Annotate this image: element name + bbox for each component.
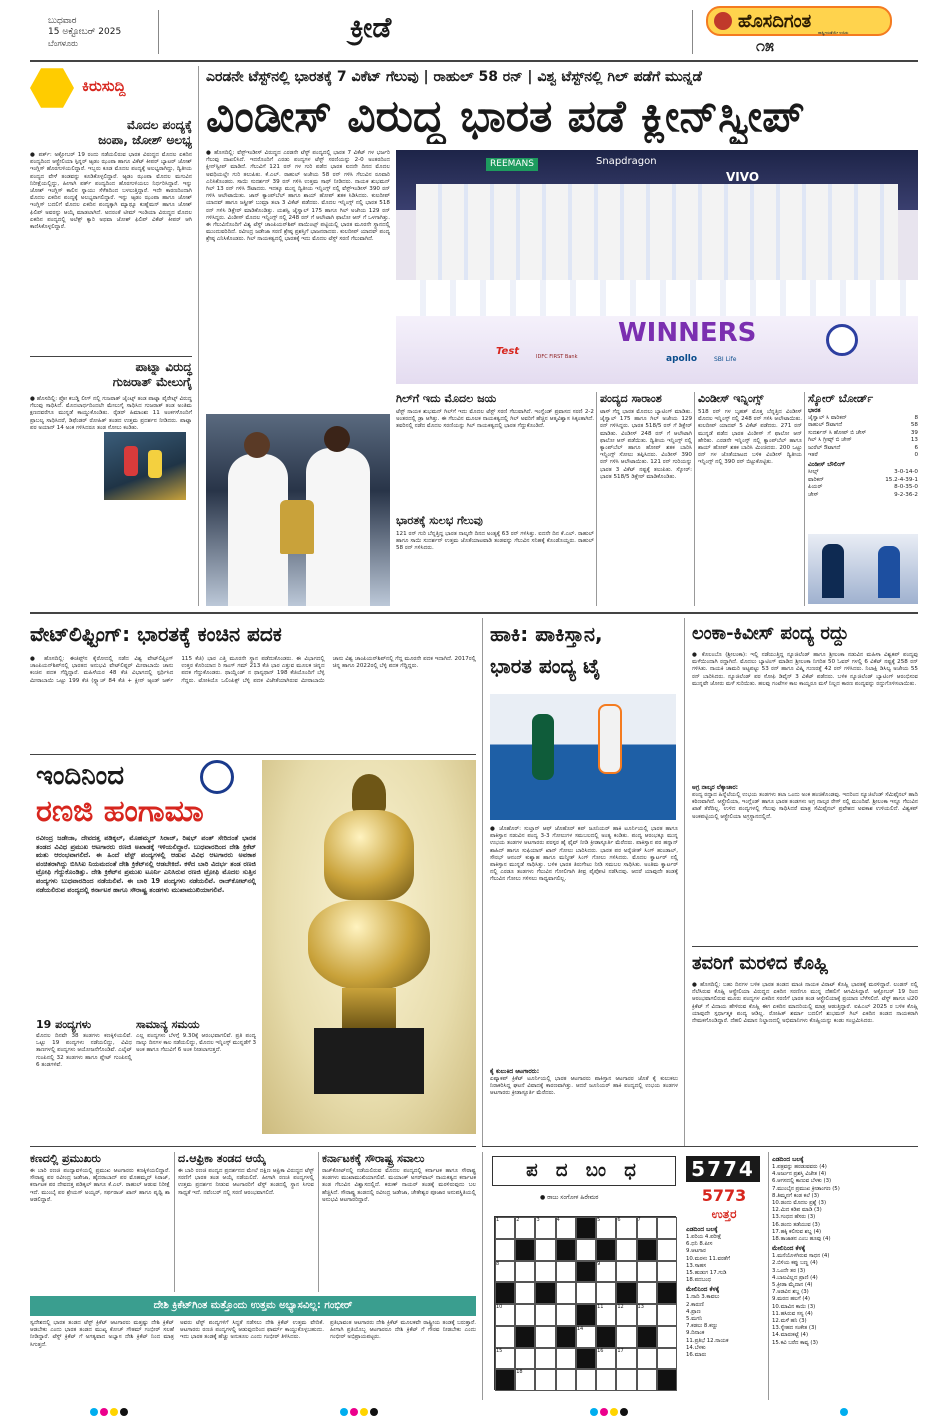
crossword-cell[interactable] bbox=[637, 1369, 657, 1391]
city-label: ಬೆಂಗಳೂರು bbox=[48, 39, 78, 48]
ranji-lead: ರವೀಂದ್ರ ಜಡೇಜಾ, ದೇವದತ್ತ ಪಡಿಕ್ಕಲ್, ಮೊಹಮ್ಮದ್ ಸಿರಾಜ್, ರಿಷಭ್ ಪಂತ್ ಸೇರಿದಂತೆ ಭಾರತ ತಂಡದ ವಿವಿಧ ಪ್ರಮುಖ ಆಟಗಾರರು ರಣಜಿ ಅಖಾಡಕ್ಕೆ ಇಳಿಯಲಿದ್ದಾರೆ. ಬುಧವಾರದಿಂದ ದೇಶಿ ಕ್ರಿಕೆಟ್ ಋತು ಆರಂಭವಾಗಲಿದೆ. ಈ ಹಿಂದೆ ಟೆಸ್ಟ್ ಪಂದ್ಯಗಳಲ್ಲಿ ಆಡುವ ವಿವಿಧ ಆಟಗಾರರು ಅವಕಾಶ ವಂಚಿತರಾಗಿದ್ದು ಬಿಸಿಸಿಐ ನಿಯಮದಂತೆ ದೇಶಿ ಕ್ರಿಕೆಟ್‌ನಲ್ಲಿ ಆಡಬೇಕಿದೆ. ಕಳೆದ ಬಾರಿ ವಿದರ್ಭ ತಂಡ ರಣಜಿ ಟ್ರೋಫಿ ಗೆದ್ದುಕೊಂಡಿತ್ತು. ದೇಶಿ ಕ್ರಿಕೆಟ್‌ನ ಪ್ರಮುಖ ಟೂರ್ನಿ ಎನಿಸಿರುವ ರಣಜಿ ಟ್ರೋಫಿ ಮೊದಲ ಸುತ್ತಿನ ಪಂದ್ಯಗಳು ಬುಧವಾರದಿಂದ ನಡೆಯಲಿವೆ. ಈ ಬಾರಿ 19 ಪಂದ್ಯಗಳು ನಡೆಯಲಿವೆ. ರಾಜ್‌ಕೋಟ್‌ನಲ್ಲಿ ನಡೆಯಲಿರುವ ಪಂದ್ಯದಲ್ಲಿ ಕರ್ನಾಟಕ ಹಾಗೂ ಸೌರಾಷ್ಟ್ರ ತಂಡಗಳು ಮುಖಾಮುಖಿಯಾಗಲಿವೆ. bbox=[36, 834, 256, 894]
crossword-block bbox=[596, 1239, 616, 1261]
bottom-col-1-body: ಈ ಬಾರಿ ರಣಜಿ ಪಂದ್ಯಾವಳಿಯಲ್ಲಿ ಪ್ರಮುಖ ಆಟಗಾರರು ಕಣಕ್ಕಿಳಿಯಲಿದ್ದಾರೆ. ಸೌರಾಷ್ಟ್ರ ಪರ ರವೀಂದ್ರ ಜಡೇಜಾ, ಹೈದರಾಬಾದ್ ಪರ ಮೊಹಮ್ಮದ್ ಸಿರಾಜ್, ಕರ್ನಾಟಕ ಪರ ದೇವದತ್ತ ಪಡಿಕ್ಕಲ್ ಹಾಗೂ ಕೆ.ಎಲ್. ರಾಹುಲ್ ಆಡುವ ನಿರೀಕ್ಷೆ ಇದೆ. ಮುಂಬೈ ಪರ ಶ್ರೇಯಸ್ ಅಯ್ಯರ್, ಸರ್ಫರಾಜ್ ಖಾನ್ ಹಾಗೂ ಪೃಥ್ವಿ ಶಾ ಆಡಲಿದ್ದಾರೆ. bbox=[30, 1168, 170, 1203]
clue-across-item: 13.ಗಂಧದ ಹೆಸರು (3) bbox=[772, 1214, 816, 1221]
bowling-row-label: ವಾರಿಕನ್ bbox=[808, 476, 824, 483]
crossword-cell[interactable] bbox=[535, 1239, 555, 1261]
crossword-cell[interactable] bbox=[637, 1348, 657, 1370]
answer-down-item: 9.ದಿನಾಂಕ bbox=[686, 1330, 705, 1337]
crossword-number: 14 bbox=[576, 1325, 584, 1332]
clue-across-item: 6.ಆಗಸದಲ್ಲಿ ಕಾಣುವ ಬೆಳಕು (3) bbox=[772, 1178, 832, 1185]
crossword-cell[interactable] bbox=[657, 1261, 677, 1283]
bowling-row-value: 8-0-35-0 bbox=[894, 484, 918, 491]
crossword-number: 12 bbox=[617, 1304, 624, 1310]
hand-icon bbox=[30, 66, 74, 110]
hockey-sub-title: ಕೈ ಕುಲುಕಿದ ಆಟಗಾರರು: bbox=[490, 1068, 540, 1075]
bowling-row-value: 9-2-36-2 bbox=[894, 491, 918, 498]
lead-kicker: ಎರಡನೇ ಟೆಸ್ಟ್‌ನಲ್ಲಿ ಭಾರತಕ್ಕೆ 7 ವಿಕೆಟ್ ಗೆಲುವು | ರಾಹುಲ್ 58 ರನ್ | ವಿಶ್ವ ಟೆಸ್ಟ್‌ನಲ್ಲಿ ಗಿಲ್ ಪಡೆಗೆ ಮುನ್ನಡೆ bbox=[206, 69, 702, 85]
bottom-col-2-title: ದ.ಆಫ್ರಿಕಾ ತಂಡದ ಆಯ್ಕೆ bbox=[178, 1152, 266, 1165]
crossword-cell[interactable] bbox=[657, 1217, 677, 1239]
ranji-sub-2-body: ಎಲ್ಲ ಪಂದ್ಯಗಳು ಬೆಳಗ್ಗೆ 9.30ಕ್ಕೆ ಆರಂಭವಾಗಲಿವೆ. ಪ್ರತಿ ಪಂದ್ಯ ನಾಲ್ಕು ದಿನಗಳ ಕಾಲ ನಡೆಯಲಿದ್ದು, ಮೊದಲ ಇನ್ನಿಂಗ್ಸ್ ಮುನ್ನಡೆಗೆ 3 ಅಂಕ ಹಾಗೂ ಗೆಲುವಿಗೆ 6 ಅಂಕ ನೀಡಲಾಗುತ್ತದೆ. bbox=[136, 1033, 256, 1054]
brief-body-2: ● ಹೊಸದಿಲ್ಲಿ: ಪ್ರೋ ಕಬಡ್ಡಿ ಲೀಗ್ ನಲ್ಲಿ ಗುಜರಾತ್ ಜೈಂಟ್ಸ್ ತಂಡ ಪಾಟ್ನಾ ಪೈರೇಟ್ಸ್ ವಿರುದ್ಧ ಗೆಲುವು ಸಾಧಿಸಿದೆ. ಮೊದಲಾರ್ಧದಿಂದಲೇ ಮೇಲುಗೈ ಸಾಧಿಸಿದ ಗುಜರಾತ್ ತಂಡ ಅಂತಿಮ ಕ್ಷಣದವರೆಗೂ ಮುನ್ನಡೆ ಕಾಯ್ದುಕೊಂಡಿತು. ರೈಡರ್ ಹಿಮಾಂಶು 11 ಅಂಕಗಳೊಂದಿಗೆ ಪ್ರಾಬಲ್ಯ ಸಾಧಿಸಿದರೆ, ಡಿಫೆಂಡರ್ ರೋಹಿತ್ ತಂಡದ ಉತ್ತಮ ಪ್ರದರ್ಶನ ನೀಡಿದರು. ಪಾಟ್ನಾ ಪರ ಅಯಾನ್ 14 ಅಂಕ ಗಳಿಸಿದರೂ ತಂಡ ಸೋಲು ಕಂಡಿತು. bbox=[30, 396, 192, 431]
clue-across-item: 10.ಡಂದು ಮೊದಲ ಪ್ರಶ್ನೆ (3) bbox=[772, 1200, 827, 1207]
bowling-row bbox=[808, 477, 918, 484]
clue-down-item: 2.ಬಿಳಿಯ ಕಪ್ಪು ಬಣ್ಣ (4) bbox=[772, 1260, 818, 1267]
crossword-cell[interactable] bbox=[535, 1369, 555, 1391]
sponsor-reemans: REEMANS bbox=[486, 158, 538, 171]
crossword-number: 5 bbox=[597, 1217, 601, 1223]
crossword-cell[interactable] bbox=[535, 1304, 555, 1326]
batting-row-value: 0 bbox=[914, 452, 918, 459]
crossword-cell[interactable] bbox=[657, 1326, 677, 1348]
sponsor-vivo: VIVO bbox=[726, 170, 760, 184]
lanka-headline: ಲಂಕಾ-ಕಿವೀಸ್ ಪಂದ್ಯ ರದ್ದು bbox=[692, 623, 849, 644]
batting-row bbox=[808, 445, 918, 452]
crossword-block bbox=[576, 1304, 596, 1326]
bottom-col-2-body: ಈ ಬಾರಿ ರಣಜಿ ಪಂದ್ಯದ ಪ್ರದರ್ಶನದ ಮೇಲೆ ದಕ್ಷಿಣ ಆಫ್ರಿಕಾ ವಿರುದ್ಧದ ಟೆಸ್ಟ್ ಸರಣಿಗೆ ಭಾರತ ತಂಡ ಆಯ್ಕೆ ನಡೆಯಲಿದೆ. ಹೀಗಾಗಿ ರಣಜಿ ಪಂದ್ಯಗಳಲ್ಲಿ ಉತ್ತಮ ಪ್ರದರ್ಶನ ನೀಡುವ ಆಟಗಾರರಿಗೆ ಟೆಸ್ಟ್ ತಂಡದಲ್ಲಿ ಸ್ಥಾನ ಸಿಗುವ ಸಾಧ್ಯತೆ ಇದೆ. ನವೆಂಬರ್ ನಲ್ಲಿ ಸರಣಿ ಆರಂಭವಾಗಲಿದೆ. bbox=[178, 1168, 314, 1196]
crossword-cell[interactable] bbox=[535, 1348, 555, 1370]
hockey-body: ● ಜೊಹೊರ್: ಸುಲ್ತಾನ್ ಆಫ್ ಜೊಹೊರ್ ಕಪ್ ಜೂನಿಯರ್ ಹಾಕಿ ಟೂರ್ನಿಯಲ್ಲಿ ಭಾರತ ಹಾಗೂ ಪಾಕಿಸ್ತಾನ ನಡುವಿನ ಪಂದ್ಯ 3-3 ಗೋಲುಗಳ ಸಮಬಲದಲ್ಲಿ ಅಂತ್ಯ ಕಂಡಿತು. ಪಂದ್ಯ ಆರಂಭಕ್ಕೂ ಮುನ್ನ ಉಭಯ ತಂಡಗಳ ಆಟಗಾರರು ಪರಸ್ಪರ ಹೈ ಫೈವ್ ನೀಡಿ ಕ್ರೀಡಾಸ್ಫೂರ್ತಿ ಮೆರೆದರು. ಪಾಕಿಸ್ತಾನ ಪರ ಹನ್ನಾನ್ ಶಾಹಿದ್ ಹಾಗೂ ಸುಫಿಯಾನ್ ಖಾನ್ ಗೋಲು ಬಾರಿಸಿದರು. ಭಾರತ ಪರ ಅರೈಜೀತ್ ಸಿಂಗ್ ಹುಂಡಾಲ್, ಸೌರಭ್ ಆನಂದ್ ಕುಶ್ವಾಹ ಹಾಗೂ ಮನ್ಮೀತ್ ಸಿಂಗ್ ಗೋಲು ಗಳಿಸಿದರು. ಮೊದಲ ಕ್ವಾರ್ಟರ್ ನಲ್ಲಿ ಪಾಕಿಸ್ತಾನ ಮುನ್ನಡೆ ಸಾಧಿಸಿತ್ತು. ಬಳಿಕ ಭಾರತ ತಿರುಗೇಟು ನೀಡಿ ಸಮಬಲ ಸಾಧಿಸಿತು. ಅಂತಿಮ ಕ್ವಾರ್ಟರ್ ನಲ್ಲಿ ಎರಡೂ ತಂಡಗಳು ಗೆಲುವಿನ ಗೋಲಿಗಾಗಿ ತೀವ್ರ ಪೈಪೋಟಿ ನಡೆಸಿದವು. ಆದರೆ ಯಾವುದೇ ತಂಡಕ್ಕೆ ಗೆಲುವಿನ ಗೋಲು ಗಳಿಸಲು ಸಾಧ್ಯವಾಗಲಿಲ್ಲ. bbox=[490, 826, 678, 883]
crossword-cell[interactable] bbox=[657, 1304, 677, 1326]
crossword-cell[interactable] bbox=[657, 1348, 677, 1370]
crossword-cell[interactable] bbox=[637, 1261, 657, 1283]
lead-body: ● ಹೊಸದಿಲ್ಲಿ: ವೆಸ್ಟ್‌ಇಂಡೀಸ್ ವಿರುದ್ಧದ ಎರಡನೇ ಟೆಸ್ಟ್ ಪಂದ್ಯದಲ್ಲಿ ಭಾರತ 7 ವಿಕೆಟ್ ಗಳ ಭರ್ಜರಿ ಗೆಲುವು ದಾಖಲಿಸಿದೆ. ಇದರೊಂದಿಗೆ ಎರಡು ಪಂದ್ಯಗಳ ಟೆಸ್ಟ್ ಸರಣಿಯನ್ನು 2-0 ಅಂತರದಿಂದ ಕ್ಲೀನ್‌ಸ್ವೀಪ್ ಮಾಡಿದೆ. ಗೆಲುವಿಗೆ 121 ರನ್ ಗಳ ಗುರಿ ಪಡೆದ ಭಾರತ ಐದನೇ ದಿನದ ಮೊದಲ ಅವಧಿಯಲ್ಲೇ ಗುರಿ ತಲುಪಿತು. ಕೆ.ಎಲ್. ರಾಹುಲ್ ಅಜೇಯ 58 ರನ್ ಗಳಿಸಿ ಗೆಲುವಿನ ರೂವಾರಿ ಎನಿಸಿಕೊಂಡರು. ಸಾಯಿ ಸುದರ್ಶನ್ 39 ರನ್ ಗಳಿಸಿ ಉತ್ತಮ ಸಾಥ್ ನೀಡಿದರು. ನಾಯಕ ಶುಭಮನ್ ಗಿಲ್ 13 ರನ್ ಗಳಿಸಿ ಔಟಾದರು. ಇದಕ್ಕೂ ಮುನ್ನ ದ್ವಿತೀಯ ಇನ್ನಿಂಗ್ಸ್ ನಲ್ಲಿ ವೆಸ್ಟ್‌ಇಂಡೀಸ್ 390 ರನ್ ಗಳಿಸಿ ಆಲೌಟಾಯಿತು. ಜಾನ್ ಕ್ಯಾಂಪ್‌ಬೆಲ್ ಹಾಗೂ ಶಾಯ್ ಹೋಪ್ ಶತಕ ಸಿಡಿಸಿದರು. ಕುಲದೀಪ್ ಯಾದವ್ ಹಾಗೂ ಜಸ್ಪ್ರೀತ್ ಬುಮ್ರಾ ತಲಾ 3 ವಿಕೆಟ್ ಪಡೆದರು. ಮೊದಲ ಇನ್ನಿಂಗ್ಸ್ ನಲ್ಲಿ ಭಾರತ 518 ರನ್ ಗಳಿಸಿ ಡಿಕ್ಲೇರ್ ಮಾಡಿಕೊಂಡಿತ್ತು. ಯಶಸ್ವಿ ಜೈಸ್ವಾಲ್ 175 ಹಾಗೂ ಗಿಲ್ ಅಜೇಯ 129 ರನ್ ಗಳಿಸಿದ್ದರು. ವಿಂಡೀಸ್ ಮೊದಲ ಇನ್ನಿಂಗ್ಸ್ ನಲ್ಲಿ 248 ರನ್ ಗೆ ಆಲೌಟಾಗಿ ಫಾಲೋ ಆನ್ ಗೆ ಒಳಗಾಗಿತ್ತು. ಈ ಗೆಲುವಿನೊಂದಿಗೆ ವಿಶ್ವ ಟೆಸ್ಟ್ ಚಾಂಪಿಯನ್‌ಶಿಪ್ ಪಾಯಿಂಟ್ಸ್ ಪಟ್ಟಿಯಲ್ಲಿ ಭಾರತ ಮೂರನೇ ಸ್ಥಾನದಲ್ಲಿ ಮುಂದುವರಿದಿದೆ. ರವೀಂದ್ರ ಜಡೇಜಾ ಸರಣಿ ಶ್ರೇಷ್ಠ ಪ್ರಶಸ್ತಿಗೆ ಭಾಜನರಾದರು. ಕುಲದೀಪ್ ಯಾದವ್ ಪಂದ್ಯ ಶ್ರೇಷ್ಠ ಎನಿಸಿಕೊಂಡರು. ಗಿಲ್ ನಾಯಕತ್ವದಲ್ಲಿ ಭಾರತಕ್ಕೆ ಇದು ಮೊದಲ ಟೆಸ್ಟ್ ಸರಣಿ ಗೆಲುವಾಗಿದೆ. bbox=[206, 150, 390, 243]
answer-down-item: 1.ನಾದಿ 3.ಕಾವಲು bbox=[686, 1294, 720, 1301]
easy-win-title: ಭಾರತಕ್ಕೆ ಸುಲಭ ಗೆಲುವು bbox=[396, 514, 483, 527]
crossword-number: 2 bbox=[516, 1217, 520, 1223]
answer-across-head: ಎಡದಿಂದ ಬಲಕ್ಕೆ bbox=[686, 1226, 718, 1233]
clue-across-item: 12.ಮಿದ ಕಡಿಪ ಮಾಡಿ (3) bbox=[772, 1207, 822, 1214]
crossword-cell[interactable] bbox=[576, 1282, 596, 1304]
scoreboard-bowling-head: ವಿಂಡೀಸ್ ಬೌಲಿಂಗ್ bbox=[808, 461, 846, 469]
crossword-number: 13 bbox=[637, 1304, 644, 1310]
clue-across-item: 8.ತಿಮ್ಮನಗೆ ಕಂಡ ಕಲೆ (3) bbox=[772, 1192, 820, 1199]
crossword-block bbox=[616, 1282, 636, 1304]
gambhir-band-title: ದೇಶಿ ಕ್ರಿಕೆಟ್‌ಗಿಂತ ಮತ್ತೊಂದು ಉತ್ತಮ ಅಭ್ಯಾಸವಿಲ್ಲ: ಗಂಭೀರ್ bbox=[153, 1300, 353, 1311]
winners-photo bbox=[396, 150, 918, 384]
answer-across-item: 10.ಮರಳು 11.ವರತೆಗೆ bbox=[686, 1255, 730, 1262]
summary-box bbox=[600, 392, 692, 605]
batting-row-value: 39 bbox=[910, 429, 918, 436]
innings-box bbox=[698, 392, 802, 605]
gambhir-body-1: ಸ್ವದೇಶದಲ್ಲಿ ಭಾರತ ತಂಡದ ಟೆಸ್ಟ್ ಕ್ರಿಕೆಟ್ ಆಟಗಾರರು ಮತ್ತಷ್ಟು ದೇಶಿ ಕ್ರಿಕೆಟ್ ಆಡಬೇಕು ಎಂದು ಭಾರತ ತಂಡದ ಮುಖ್ಯ ಕೋಚ್ ಗೌತಮ್ ಗಂಭೀರ್ ಸಲಹೆ ನೀಡಿದ್ದಾರೆ. ಟೆಸ್ಟ್ ಕ್ರಿಕೆಟ್ ಗೆ ಅಗತ್ಯವಾದ ಅಭ್ಯಾಸ ದೇಶಿ ಕ್ರಿಕೆಟ್ ನಿಂದ ಮಾತ್ರ ಸಿಗುತ್ತದೆ. bbox=[30, 1320, 174, 1348]
crossword-number: 1 bbox=[496, 1217, 500, 1223]
clue-down-item: 7.ಅಡವಿನ ಶಬ್ದ (3) bbox=[772, 1289, 809, 1296]
scoreboard-title: ಸ್ಕೋರ್ ಬೋರ್ಡ್ bbox=[808, 392, 874, 405]
kohli-body: ● ಹೊಸದಿಲ್ಲಿ: ಬಹು ದಿನಗಳ ಬಳಿಕ ಭಾರತ ತಂಡದ ಮಾಜಿ ನಾಯಕ ವಿರಾಟ್ ಕೊಹ್ಲಿ ಭಾರತಕ್ಕೆ ಮರಳಿದ್ದಾರೆ. ಲಂಡನ್ ನಲ್ಲಿ ನೆಲೆಸಿರುವ ಕೊಹ್ಲಿ ಆಸ್ಟ್ರೇಲಿಯಾ ವಿರುದ್ಧದ ಏಕದಿನ ಸರಣಿಗೂ ಮುನ್ನ ದೆಹಲಿಗೆ ಆಗಮಿಸಿದ್ದಾರೆ. ಅಕ್ಟೋಬರ್ 19 ರಿಂದ ಆರಂಭವಾಗಲಿರುವ ಮೂರು ಪಂದ್ಯಗಳ ಏಕದಿನ ಸರಣಿಗೆ ಭಾರತ ತಂಡ ಆಸ್ಟ್ರೇಲಿಯಾಕ್ಕೆ ಪ್ರಯಾಣ ಬೆಳೆಸಲಿದೆ. ಟೆಸ್ಟ್ ಹಾಗೂ ಟಿ20 ಕ್ರಿಕೆಟ್ ಗೆ ವಿದಾಯ ಹೇಳಿರುವ ಕೊಹ್ಲಿ ಈಗ ಏಕದಿನ ಮಾದರಿಯಲ್ಲಿ ಮಾತ್ರ ಆಡುತ್ತಿದ್ದಾರೆ. ಐಪಿಎಲ್ 2025 ರ ಬಳಿಕ ಕೊಹ್ಲಿ ಯಾವುದೇ ಸ್ಪರ್ಧಾತ್ಮಕ ಪಂದ್ಯ ಆಡಿಲ್ಲ. ರೋಹಿತ್ ಶರ್ಮಾ ಬದಲಿಗೆ ಶುಭಮನ್ ಗಿಲ್ ಏಕದಿನ ತಂಡದ ನಾಯಕರಾಗಿ ನೇಮಕಗೊಂಡಿದ್ದಾರೆ. ದೆಹಲಿ ವಿಮಾನ ನಿಲ್ದಾಣದಲ್ಲಿ ಅಭಿಮಾನಿಗಳು ಕೊಹ್ಲಿಯನ್ನು ಕಂಡು ಸಂಭ್ರಮಿಸಿದರು. bbox=[692, 982, 918, 1025]
answer-down-item: 7.ಕಡಲು 8.ಕಣ್ಣು bbox=[686, 1323, 718, 1330]
batting-row-label: ಗಿಲ್ ಸಿ ಗ್ರೀವ್ಸ್ ಬಿ ಚೇಸ್ bbox=[808, 437, 852, 444]
brief-headline-2: ಪಾಟ್ನಾ ವಿರುದ್ಧ ಗುಜರಾತ್ ಮೇಲುಗೈ bbox=[112, 360, 192, 389]
clue-across-item: 18.ತಾಜಾತನ ಎಂಬ ಹೂವು (4) bbox=[772, 1236, 831, 1243]
crossword-cell[interactable] bbox=[616, 1239, 636, 1261]
ranji-sub-2-title: ಸಾಮಾನ್ಯ ಸಮಯ bbox=[136, 1018, 200, 1031]
crossword-cell[interactable] bbox=[495, 1326, 515, 1348]
easy-win-box bbox=[396, 514, 594, 605]
clue-down-item: 10.ಮಾವಿನ ಕಾಯಿ (3) bbox=[772, 1303, 816, 1310]
scoreboard-batting-head: ಭಾರತ bbox=[808, 407, 821, 414]
clue-across-item: 4.ಅರ್ಜುನ ಪ್ರಶಸ್ತಿ ವಿಜೇತ (4) bbox=[772, 1171, 827, 1178]
answer-down-head: ಮೇಲಿನಿಂದ ಕೆಳಕ್ಕೆ bbox=[686, 1286, 720, 1294]
crossword-number: 9 bbox=[597, 1260, 601, 1267]
clue-lists bbox=[772, 1156, 918, 1347]
crossword-title-box bbox=[492, 1156, 676, 1186]
hockey-sub-body: ಏಷ್ಯಾಕಪ್ ಕ್ರಿಕೆಟ್ ಟೂರ್ನಿಯಲ್ಲಿ ಭಾರತ ಆಟಗಾರರು ಪಾಕಿಸ್ತಾನ ಆಟಗಾರರ ಜೊತೆ ಕೈ ಕುಲುಕಲು ನಿರಾಕರಿಸಿದ್ದ ಘಟನೆ ವಿವಾದಕ್ಕೆ ಕಾರಣವಾಗಿತ್ತು. ಆದರೆ ಜೂನಿಯರ್ ಹಾಕಿ ಪಂದ್ಯದಲ್ಲಿ ಉಭಯ ತಂಡಗಳ ಆಟಗಾರರು ಕ್ರೀಡಾಸ್ಫೂರ್ತಿ ಮೆರೆದರು. bbox=[490, 1076, 678, 1097]
date-label: 15 ಅಕ್ಟೋಬರ್ 2025 bbox=[48, 27, 122, 37]
crossword-cell[interactable] bbox=[657, 1239, 677, 1261]
crossword-number: 8 bbox=[496, 1260, 500, 1267]
brief-body-1: ● ಪರ್ತ್: ಅಕ್ಟೋಬರ್ 19 ರಂದು ನಡೆಯಲಿರುವ ಭಾರತ ವಿರುದ್ಧದ ಮೊದಲ ಏಕದಿನ ಪಂದ್ಯದಿಂದ ಆಸ್ಟ್ರೇಲಿಯಾ ಸ್ಪಿನ್ನರ್ ಆ್ಯಡಂ ಝಂಪಾ ಹಾಗೂ ವಿಕೆಟ್ ಕೀಪರ್ ಬ್ಯಾಟರ್ ಜೋಶ್ ಇಂಗ್ಲಿಸ್ ಹೊರಗುಳಿಯಲಿದ್ದಾರೆ. ಇಬ್ಬರು ಕೂಡ ಮೊದಲ ಪಂದ್ಯಕ್ಕೆ ಅಲಭ್ಯರಾಗಿದ್ದು, ದ್ವಿತೀಯ ಪಂದ್ಯದ ವೇಳೆ ತಂಡವನ್ನು ಕೂಡಿಕೊಳ್ಳಲಿದ್ದಾರೆ. ಆ್ಯಡಂ ಝಂಪಾ ಮೊದಲ ಮಗುವಿನ ನಿರೀಕ್ಷೆಯಲ್ಲಿದ್ದು, ಹೀಗಾಗಿ ಪರ್ತ್ ಪಂದ್ಯದಿಂದ ಹೊರಗುಳಿಯಲು ನಿರ್ಧರಿಸಿದ್ದಾರೆ. ಇನ್ನು ಜೋಶ್ ಇಂಗ್ಲಿಸ್ ಕಾಲಿನ ಸ್ನಾಯು ಸೆಳೆತದಿಂದ ಬಳಲುತ್ತಿದ್ದಾರೆ. ಇದೇ ಕಾರಣದಿಂದಾಗಿ ಮೊದಲ ಏಕದಿನ ಪಂದ್ಯಕ್ಕೆ ಅಲಭ್ಯರಾಗಲಿದ್ದಾರೆ. ಇನ್ನು ಆ್ಯಡಂ ಝಂಪಾ ಹಾಗೂ ಜೋಶ್ ಇಂಗ್ಲಿಸ್ ಬದಲಿಗೆ ಮೊದಲ ಏಕದಿನ ಪಂದ್ಯಕ್ಕಾಗಿ ಮ್ಯಾಥ್ಯೂ ಕುಹ್ನೆಮನ್ ಹಾಗೂ ಜೋಶ್ ಫಿಲಿಪ್ ಅವರನ್ನು ಆಯ್ಕೆ ಮಾಡಲಾಗಿದೆ. ಅದರಂತೆ ಟೀಮ್ ಇಂಡಿಯಾ ವಿರುದ್ಧದ ಮೊದಲ ಏಕದಿನ ಪಂದ್ಯದಲ್ಲಿ ಅಲೆಕ್ಸ್ ಕ್ಯಾರಿ ಅಥವಾ ಜೋಶ್ ಫಿಲಿಪ್ ವಿಕೆಟ್ ಕೀಪರ್ ಆಗಿ ಕಾಣಿಸಿಕೊಳ್ಳಲಿದ್ದಾರೆ. bbox=[30, 152, 192, 231]
crossword-cell[interactable] bbox=[556, 1304, 576, 1326]
bottom-col-2 bbox=[178, 1152, 314, 1292]
bowling-row-label: ಪಿಯರ್ bbox=[808, 484, 823, 491]
crossword-cell[interactable] bbox=[576, 1239, 596, 1261]
bottom-col-1-title: ಕಣದಲ್ಲಿ ಪ್ರಮುಖರು bbox=[30, 1152, 101, 1165]
bottom-col-3-body: ರಾಜ್‌ಕೋಟ್‌ನಲ್ಲಿ ನಡೆಯಲಿರುವ ಮೊದಲ ಪಂದ್ಯದಲ್ಲಿ ಕರ್ನಾಟಕ ಹಾಗೂ ಸೌರಾಷ್ಟ್ರ ತಂಡಗಳು ಮುಖಾಮುಖಿಯಾಗಲಿವೆ. ಮಯಾಂಕ್ ಅಗರ್‌ವಾಲ್ ನಾಯಕತ್ವದ ಕರ್ನಾಟಕ ತಂಡ ಗೆಲುವಿನ ವಿಶ್ವಾಸದಲ್ಲಿದೆ. ಕರುಣ್ ನಾಯರ್ ತಂಡಕ್ಕೆ ಮರಳಿರುವುದು ಬಲ ಹೆಚ್ಚಿಸಿದೆ. ಸೌರಾಷ್ಟ್ರ ತಂಡದಲ್ಲಿ ರವೀಂದ್ರ ಜಡೇಜಾ, ಚೇತೇಶ್ವರ ಪೂಜಾರ ಅನುಪಸ್ಥಿತಿಯಲ್ಲಿ ಅನುಭವಿ ಆಟಗಾರರಿದ್ದಾರೆ. bbox=[322, 1168, 476, 1203]
clue-across-head: ಎಡದಿಂದ ಬಲಕ್ಕೆ bbox=[772, 1156, 804, 1163]
batting-row bbox=[808, 452, 918, 459]
easy-win-body: 121 ರನ್ ಗುರಿ ಬೆನ್ನತ್ತಿದ್ದ ಭಾರತ ನಾಲ್ಕನೇ ದಿನದ ಅಂತ್ಯಕ್ಕೆ 63 ರನ್ ಗಳಿಸಿತ್ತು. ಐದನೇ ದಿನ ಕೆ.ಎಲ್. ರಾಹುಲ್ ಹಾಗೂ ಸಾಯಿ ಸುದರ್ಶನ್ ಉತ್ತಮ ಜೊತೆಯಾಟವಾಡಿ ತಂಡವನ್ನು ಗೆಲುವಿನ ಸನಿಹಕ್ಕೆ ಕೊಂಡೊಯ್ದರು. ರಾಹುಲ್ 58 ರನ್ ಗಳಿಸಿದರು. bbox=[396, 531, 594, 552]
bowling-row-value: 15.2-4-39-1 bbox=[885, 476, 918, 483]
bowling-row-value: 3-0-14-0 bbox=[894, 469, 918, 476]
gambhir-body-3: ಪ್ರತಿಭಾವಂತ ಆಟಗಾರರು ದೇಶಿ ಕ್ರಿಕೆಟ್ ಮೂಲಕವೇ ರಾಷ್ಟ್ರೀಯ ತಂಡಕ್ಕೆ ಬರುತ್ತಾರೆ. ಹೀಗಾಗಿ ಪ್ರತಿಯೊಬ್ಬ ಆಟಗಾರರೂ ದೇಶಿ ಕ್ರಿಕೆಟ್ ಗೆ ಗೌರವ ನೀಡಬೇಕು ಎಂದು ಗಂಭೀರ್ ಅಭಿಪ್ರಾಯಪಟ್ಟರು. bbox=[330, 1320, 476, 1341]
batting-row-value: 13 bbox=[910, 437, 918, 444]
puzzle-number: 5774 bbox=[686, 1156, 760, 1182]
innings-body: 518 ರನ್ ಗಳ ಬೃಹತ್ ಮೊತ್ತ ಬೆನ್ನತ್ತಿದ ವಿಂಡೀಸ್ ಮೊದಲ ಇನ್ನಿಂಗ್ಸ್ ನಲ್ಲಿ 248 ರನ್ ಗಳಿಸಿ ಆಲೌಟಾಯಿತು. ಕುಲದೀಪ್ ಯಾದವ್ 5 ವಿಕೆಟ್ ಪಡೆದರು. 271 ರನ್ ಮುನ್ನಡೆ ಪಡೆದ ಭಾರತ ವಿಂಡೀಸ್ ಗೆ ಫಾಲೋ ಆನ್ ಹೇರಿತು. ಎರಡನೇ ಇನ್ನಿಂಗ್ಸ್ ನಲ್ಲಿ ಕ್ಯಾಂಪ್‌ಬೆಲ್ ಹಾಗೂ ಶಾಯ್ ಹೋಪ್ ಶತಕ ಬಾರಿಸಿ ಮಿಂಚಿದರು. 200 ಒಟ್ಟು ರನ್ ಗಳ ಜೊತೆಯಾಟದ ಬಳಿಕ ವಿಂಡೀಸ್ ದ್ವಿತೀಯ ಇನ್ನಿಂಗ್ಸ್ ನಲ್ಲಿ 390 ರನ್ ಬಿಟ್ಟುಕೊಟ್ಟಿತು. bbox=[698, 409, 802, 466]
bcci-logo-icon bbox=[200, 760, 234, 794]
crossword-cell[interactable] bbox=[515, 1282, 535, 1304]
ranji-title-1: ಇಂದಿನಿಂದ bbox=[36, 761, 124, 791]
kohli-headline: ತವರಿಗೆ ಮರಳಿದ ಕೊಹ್ಲಿ bbox=[692, 953, 829, 974]
crossword-block bbox=[657, 1282, 677, 1304]
crossword-block bbox=[535, 1282, 555, 1304]
innings-title: ವಿಂಡೀಸ್ ಇನ್ನಿಂಗ್ಸ್ bbox=[698, 392, 764, 405]
brief-logo bbox=[30, 66, 192, 110]
brand-name: ಹೊಸದಿಗಂತ bbox=[738, 11, 812, 32]
weightlifting-headline: ವೇಟ್‌ಲಿಫ್ಟಿಂಗ್: ಭಾರತಕ್ಕೆ ಕಂಚಿನ ಪದಕ bbox=[30, 622, 282, 646]
crossword-block bbox=[515, 1326, 535, 1348]
clue-across-item: 7.ಮುಂಬೈನ ಪ್ರಮುಖ ಕ್ರೀಡಾಂಗಣ (5) bbox=[772, 1185, 840, 1192]
clue-across-item: 16.ಡಂದು ತಡೆಯುವ (3) bbox=[772, 1221, 820, 1228]
bowling-row bbox=[808, 469, 918, 476]
crossword-grid[interactable] bbox=[494, 1216, 676, 1390]
clue-down-item: 9.ಮರದ ಹಲಗೆ (4) bbox=[772, 1296, 811, 1303]
winners-banner: WINNERS bbox=[618, 318, 757, 348]
lanka-sub-body: ಪಂದ್ಯ ರದ್ದಾದ ಹಿನ್ನೆಲೆಯಲ್ಲಿ ಉಭಯ ತಂಡಗಳು ತಲಾ ಒಂದು ಅಂಕ ಹಂಚಿಕೊಂಡವು. ಇದರಿಂದ ನ್ಯೂಜಿಲೆಂಡ್ ಸೆಮಿಫೈನಲ್ ಹಾದಿ ಕಠಿಣವಾಗಿದೆ. ಆಸ್ಟ್ರೇಲಿಯಾ, ಇಂಗ್ಲೆಂಡ್ ಹಾಗೂ ಭಾರತ ತಂಡಗಳು ಅಗ್ರ ನಾಲ್ಕರ ರೇಸ್ ನಲ್ಲಿ ಮುಂದಿವೆ. ಶ್ರೀಲಂಕಾ ಇನ್ನೂ ಗೆಲುವಿನ ಖಾತೆ ತೆರೆದಿಲ್ಲ. ಉಳಿದ ಪಂದ್ಯಗಳಲ್ಲಿ ಗೆಲುವು ಸಾಧಿಸಿದರೆ ಮಾತ್ರ ಸೆಮಿಫೈನಲ್ ಪ್ರವೇಶದ ಅವಕಾಶ ಉಳಿಯಲಿದೆ. ವಿಶ್ವಕಪ್ ಅಂಕಪಟ್ಟಿಯಲ್ಲಿ ಆಸ್ಟ್ರೇಲಿಯಾ ಅಗ್ರಸ್ಥಾನದಲ್ಲಿದೆ. bbox=[692, 792, 918, 820]
crossword-number: 15 bbox=[496, 1347, 503, 1354]
crossword-block bbox=[576, 1217, 596, 1239]
sponsor-snapdragon: Snapdragon bbox=[596, 156, 657, 167]
clue-down-item: 5.ಕ್ರೀಡಾ ಮೈದಾನ (4) bbox=[772, 1282, 813, 1289]
prev-answer-label: ಉತ್ತರ bbox=[711, 1207, 737, 1221]
ranji-sub-1-title: 19 ಪಂದ್ಯಗಳು bbox=[36, 1018, 92, 1031]
batting-row bbox=[808, 422, 918, 429]
batting-row-label: ಇತರೆ bbox=[808, 452, 818, 459]
clue-across-item: 1.ಪತ್ರವನ್ನು ಹರಡುವವರು (4) bbox=[772, 1164, 827, 1170]
day-label: ಬುಧವಾರ bbox=[48, 16, 77, 26]
bowling-row-label: ಸೀಲ್ಸ್ bbox=[808, 469, 819, 476]
crossword-cell[interactable] bbox=[535, 1261, 555, 1283]
clue-down-item: 14.ಮಾರುಕಟ್ಟೆ (4) bbox=[772, 1332, 809, 1339]
bowling-row bbox=[808, 484, 918, 491]
ranji-title-2: ರಣಜಿ ಹಂಗಾಮಾ bbox=[36, 794, 204, 829]
crossword-block bbox=[637, 1326, 657, 1348]
crossword-cell[interactable] bbox=[637, 1282, 657, 1304]
trophy-captains-photo bbox=[206, 414, 390, 606]
gambhir-band bbox=[30, 1296, 476, 1316]
crossword-cell[interactable] bbox=[515, 1261, 535, 1283]
batting-row-value: 6 bbox=[914, 444, 918, 451]
crossword-block bbox=[495, 1282, 515, 1304]
batting-row bbox=[808, 430, 918, 437]
crossword-cell[interactable] bbox=[515, 1304, 535, 1326]
crossword-block bbox=[556, 1326, 576, 1348]
crossword-cell[interactable] bbox=[596, 1282, 616, 1304]
answer-down-item: 2.ಕಾರುಣಿ bbox=[686, 1301, 704, 1308]
brief-headline-1: ಮೊದಲ ಪಂದ್ಯಕ್ಕೆ ಜಂಪಾ, ಜೋಶ್ ಅಲಭ್ಯ bbox=[98, 118, 192, 147]
crossword-number: 16 bbox=[597, 1347, 604, 1354]
weightlifting-body: ● ಹೊಸದಿಲ್ಲಿ: ಈಜಿಪ್ಟ್‌ನ ಕೈರೋದಲ್ಲಿ ನಡೆದ ವಿಶ್ವ ವೇಟ್‌ಲಿಫ್ಟಿಂಗ್ ಚಾಂಪಿಯನ್‌ಶಿಪ್‌ನಲ್ಲಿ ಭಾರತದ ಅನುಭವಿ ವೇಟ್‌ಲಿಫ್ಟರ್ ಮೀರಾಬಾಯಿ ಚಾನು ಕಂಚಿನ ಪದಕ ಗೆದ್ದಿದ್ದಾರೆ. ಮಹಿಳೆಯರ 48 ಕೆಜಿ ವಿಭಾಗದಲ್ಲಿ ಸ್ಪರ್ಧಿಸಿದ ಮೀರಾಬಾಯಿ ಒಟ್ಟು 199 ಕೆಜಿ (ಸ್ನ್ಯಾಚ್ 84 ಕೆಜಿ + ಕ್ಲೀನ್ ಆ್ಯಂಡ್ ಜರ್ಕ್ 115 ಕೆಜಿ) ಭಾರ ಎತ್ತಿ ಮೂರನೇ ಸ್ಥಾನ ಪಡೆದುಕೊಂಡರು. ಈ ವಿಭಾಗದಲ್ಲಿ ಉತ್ತರ ಕೊರಿಯಾದ ರಿ ಸಾಂಗ್ ಗಮ್ 213 ಕೆಜಿ ಭಾರ ಎತ್ತುವ ಮೂಲಕ ಚಿನ್ನದ ಪದಕ ಗೆದ್ದುಕೊಂಡರು. ಥಾಯ್ಲೆಂಡ್ ನ ಥಾನ್ಯಥಾನ್ 198 ಕೆಜಿಯೊಂದಿಗೆ ಬೆಳ್ಳಿ ಗೆದ್ದರು. ಟೋಕಿಯೊ ಒಲಿಂಪಿಕ್ಸ್ ಬೆಳ್ಳಿ ಪದಕ ವಿಜೇತೆಯಾಗಿರುವ ಮೀರಾಬಾಯಿ ಚಾನು ವಿಶ್ವ ಚಾಂಪಿಯನ್‌ಶಿಪ್‌ನಲ್ಲಿ ಗೆದ್ದ ಮೂರನೇ ಪದಕ ಇದಾಗಿದೆ. 2017ರಲ್ಲಿ ಚಿನ್ನ ಹಾಗೂ 2022ರಲ್ಲಿ ಬೆಳ್ಳಿ ಪದಕ ಗೆದ್ದಿದ್ದರು. bbox=[30, 656, 476, 684]
ranji-trophy-photo bbox=[262, 760, 476, 1134]
flame-icon bbox=[714, 12, 732, 30]
answer-down-item: 4.ಪ್ರಾಣ bbox=[686, 1308, 701, 1315]
crossword-number: 4 bbox=[556, 1217, 560, 1223]
crossword-cell[interactable] bbox=[616, 1369, 636, 1391]
crossword-block bbox=[556, 1239, 576, 1261]
answer-lists bbox=[686, 1226, 766, 1359]
crossword-number: 7 bbox=[637, 1217, 641, 1223]
batting-row bbox=[808, 415, 918, 422]
crossword-block bbox=[515, 1239, 535, 1261]
bowling-row-label: ಚೇಸ್ bbox=[808, 491, 819, 498]
crossword-cell[interactable] bbox=[515, 1348, 535, 1370]
bowling-row bbox=[808, 492, 918, 499]
bottom-col-3-title: ಕರ್ನಾಟಕಕ್ಕೆ ಸೌರಾಷ್ಟ್ರ ಸವಾಲು bbox=[322, 1152, 425, 1165]
ranji-sub-2 bbox=[136, 1018, 256, 1133]
clue-down-item: 4.ಬಾಲವಿಲ್ಲದ ಪ್ರಾಣಿ (4) bbox=[772, 1274, 818, 1281]
hockey-photo bbox=[490, 694, 676, 820]
crossword-block bbox=[657, 1369, 677, 1391]
crossword-number: 18 bbox=[516, 1369, 523, 1376]
brand-logo bbox=[706, 6, 892, 36]
crossword-cell[interactable] bbox=[556, 1348, 576, 1370]
presentation-photo bbox=[808, 534, 918, 604]
clue-down-head: ಮೇಲಿನಿಂದ ಕೆಳಕ್ಕೆ bbox=[772, 1245, 806, 1253]
clue-down-item: 12.ಮಳೆ ಹನಿ (3) bbox=[772, 1318, 807, 1325]
gill-box-title: ಗಿಲ್‌ಗೆ ಇದು ಮೊದಲ ಜಯ bbox=[396, 392, 497, 405]
gambhir-body-2: ಅವರು ಟೆಸ್ಟ್ ಪಂದ್ಯಗಳಿಗೆ ಸಿದ್ಧತೆ ನಡೆಸಲು ದೇಶಿ ಕ್ರಿಕೆಟ್ ಉತ್ತಮ ವೇದಿಕೆ. ಆಟಗಾರರು ರಣಜಿ ಪಂದ್ಯಗಳಲ್ಲಿ ಆಡುವುದರಿಂದ ಫಾರ್ಮ್ ಕಾಯ್ದುಕೊಳ್ಳಬಹುದು. ಇದು ಭಾರತ ತಂಡಕ್ಕೆ ಹೆಚ್ಚು ಅನುಕೂಲ ಎಂದು ಗಂಭೀರ್ ತಿಳಿಸಿದರು. bbox=[180, 1320, 324, 1341]
batting-row-value: 58 bbox=[910, 422, 918, 429]
answer-down-item: 14.ಬೆಳಕು bbox=[686, 1344, 706, 1351]
batting-row-label: ಜೈಸ್ವಾಲ್ ಸಿ ವಾರಿಕನ್ bbox=[808, 415, 847, 421]
lanka-body: ● ಕೊಲಂಬೊ (ಶ್ರೀಲಂಕಾ): ಇಲ್ಲಿ ನಡೆಯುತ್ತಿದ್ದ ನ್ಯೂಜಿಲೆಂಡ್ ಹಾಗೂ ಶ್ರೀಲಂಕಾ ನಡುವಿನ ಮಹಿಳಾ ವಿಶ್ವಕಪ್ ಪಂದ್ಯವು ಮಳೆಯಿಂದಾಗಿ ರದ್ದಾಗಿದೆ. ಮೊದಲು ಬ್ಯಾಟಿಂಗ್ ಮಾಡಿದ ಶ್ರೀಲಂಕಾ ನಿಗದಿತ 50 ಓವರ್ ಗಳಲ್ಲಿ 6 ವಿಕೆಟ್ ನಷ್ಟಕ್ಕೆ 258 ರನ್ ಗಳಿಸಿತು. ನಾಯಕಿ ಚಾಮರಿ ಅಟ್ಟಪಟ್ಟು 53 ರನ್ ಹಾಗೂ ವಿಷ್ಮಿ ಗುಣರತ್ನೆ 42 ರನ್ ಗಳಿಸಿದರು. ನಿಲಾಕ್ಷಿ ಡಿಸಿಲ್ವ ಅಜೇಯ 55 ರನ್ ಬಾರಿಸಿದರು. ನ್ಯೂಜಿಲೆಂಡ್ ಪರ ಸೋಫಿ ಡಿವೈನ್ 3 ವಿಕೆಟ್ ಪಡೆದರು. ಬಳಿಕ ನ್ಯೂಜಿಲೆಂಡ್ ಬ್ಯಾಟಿಂಗ್ ಆರಂಭಿಸುವ ಮುನ್ನವೇ ಜೋರು ಮಳೆ ಸುರಿಯಿತು. ಹಲವು ಗಂಟೆಗಳ ಕಾಲ ಕಾಯ್ದರೂ ಮಳೆ ನಿಲ್ಲದ ಕಾರಣ ಪಂದ್ಯವನ್ನು ರದ್ದುಗೊಳಿಸಲಾಯಿತು. bbox=[692, 652, 918, 687]
crossword-cell[interactable] bbox=[556, 1282, 576, 1304]
brief-logo-text: ಕಿರುಸುದ್ದಿ bbox=[82, 77, 126, 95]
clue-down-item: 13.ಸ್ನೇಹದ ಸಂಕೇತ (3) bbox=[772, 1325, 817, 1332]
crossword-cell[interactable] bbox=[596, 1369, 616, 1391]
answer-across-item: 13.ಸಾಹಸ bbox=[686, 1262, 706, 1269]
ranji-sub-1 bbox=[36, 1018, 132, 1133]
batting-row bbox=[808, 437, 918, 444]
crossword-block bbox=[596, 1326, 616, 1348]
crossword-cell[interactable] bbox=[535, 1326, 555, 1348]
answer-down-item: 11.ಪ್ರತಿಭೆ 12.ನಾಯಕ bbox=[686, 1337, 729, 1344]
clue-down-item: 11.ಹಸಿರುವ ಸಸ್ಯ (4) bbox=[772, 1310, 813, 1317]
answer-across-item: 6.ಧನಿ 8.ಪೀಸ bbox=[686, 1241, 713, 1248]
batting-row-label: ರಾಹುಲ್ ಔಟಾಗದೆ bbox=[808, 422, 843, 429]
crossword-cell[interactable] bbox=[556, 1261, 576, 1283]
crossword-title: ಪ ದ ಬಂ ಧ bbox=[526, 1160, 642, 1181]
gill-box-body: ಟೆಸ್ಟ್ ನಾಯಕ ಶುಭಮನ್ ಗಿಲ್‌ಗೆ ಇದು ಮೊದಲ ಟೆಸ್ಟ್ ಸರಣಿ ಗೆಲುವಾಗಿದೆ. ಇಂಗ್ಲೆಂಡ್ ಪ್ರವಾಸದ ಸರಣಿ 2-2 ಅಂತರದಲ್ಲಿ ಡ್ರಾ ಆಗಿತ್ತು. ಈ ಗೆಲುವಿನ ಮೂಲಕ ನಾಯಕತ್ವದಲ್ಲಿ ಗಿಲ್ ಅವರಿಗೆ ಹೆಚ್ಚಿನ ಆತ್ಮವಿಶ್ವಾಸ ಸಿಕ್ಕಂತಾಗಿದೆ. ತವರಿನಲ್ಲಿ ನಡೆದ ಮೊದಲ ಸರಣಿಯನ್ನು ಗಿಲ್ ನಾಯಕತ್ವದಲ್ಲಿ ಭಾರತ ಗೆದ್ದುಕೊಂಡಿದೆ. bbox=[396, 409, 594, 430]
kabaddi-photo bbox=[104, 432, 186, 500]
answer-across-item: 9.ಆಟಗಾರ bbox=[686, 1248, 706, 1255]
bottom-col-3 bbox=[322, 1152, 476, 1292]
answer-across-item: 15.ಹುಡುಗ 17.ಗುಡಿ bbox=[686, 1270, 727, 1277]
scoreboard bbox=[808, 392, 918, 499]
ranji-sub-1-body: ಮೊದಲ ದಿನವೇ 38 ತಂಡಗಳು ಕಣಕ್ಕಿಳಿಯಲಿವೆ. ಒಟ್ಟು 19 ಪಂದ್ಯಗಳು ನಡೆಯಲಿದ್ದು, ವಿವಿಧ ತಾಣಗಳಲ್ಲಿ ಪಂದ್ಯಗಳು ಆಯೋಜನೆಗೊಂಡಿವೆ. ಎಲೈಟ್ ಗುಂಪಿನಲ್ಲಿ 32 ತಂಡಗಳು ಹಾಗೂ ಪ್ಲೇಟ್ ಗುಂಪಿನಲ್ಲಿ 6 ತಂಡಗಳಿವೆ. bbox=[36, 1033, 132, 1068]
hockey-headline-1: ಹಾಕಿ: ಪಾಕಿಸ್ತಾನ, bbox=[490, 622, 603, 646]
crossword-block bbox=[576, 1348, 596, 1370]
summary-body: ಟಾಸ್ ಗೆದ್ದ ಭಾರತ ಮೊದಲು ಬ್ಯಾಟಿಂಗ್ ಮಾಡಿತು. ಜೈಸ್ವಾಲ್ 175 ಹಾಗೂ ಗಿಲ್ ಅಜೇಯ 129 ರನ್ ಗಳಿಸಿದ್ದರು. ಭಾರತ 518/5 ರನ್ ಗೆ ಡಿಕ್ಲೇರ್ ಮಾಡಿತು. ವಿಂಡೀಸ್ 248 ರನ್ ಗೆ ಆಲೌಟಾಗಿ ಫಾಲೋ ಆನ್ ಪಡೆಯಿತು. ದ್ವಿತೀಯ ಇನ್ನಿಂಗ್ಸ್ ನಲ್ಲಿ ಕ್ಯಾಂಪ್‌ಬೆಲ್ ಹಾಗೂ ಹೋಪ್ ಶತಕ ಬಾರಿಸಿ ಇನ್ನಿಂಗ್ಸ್ ಸೋಲು ತಪ್ಪಿಸಿದರು. ವಿಂಡೀಸ್ 390 ರನ್ ಗಳಿಸಿ ಆಲೌಟಾಯಿತು. 121 ರನ್ ಗುರಿಯನ್ನು ಭಾರತ 3 ವಿಕೆಟ್ ನಷ್ಟಕ್ಕೆ ತಲುಪಿತು. ಸ್ಕೋರ್: ಭಾರತ 518/5 ಡಿಕ್ಲೇರ್ ಮಾಡಿಕೊಂಡಿತು. bbox=[600, 409, 692, 480]
answer-down-item: 5.ಮಗನಿ bbox=[686, 1316, 703, 1323]
section-title: ಕ್ರೀಡೆ bbox=[350, 11, 392, 44]
sponsor-apollo: apollo bbox=[666, 354, 698, 364]
crossword-cell[interactable] bbox=[576, 1369, 596, 1391]
batting-row-label: ಜುರೆಲ್ ಔಟಾಗದೆ bbox=[808, 444, 841, 451]
masthead bbox=[30, 6, 918, 58]
lanka-sub-title: ಅಗ್ರ ನಾಲ್ಕರ ಲೆಕ್ಕಾಚಾರ: bbox=[692, 784, 739, 791]
lead-headline: ವಿಂಡೀಸ್ ವಿರುದ್ಧ ಭಾರತ ಪಡೆ ಕ್ಲೀನ್‌ಸ್ವೀಪ್ bbox=[206, 91, 805, 142]
crossword-number: 6 bbox=[617, 1217, 621, 1223]
bcci-emblem-icon bbox=[826, 324, 858, 356]
bottom-col-1 bbox=[30, 1152, 170, 1292]
crossword-block bbox=[495, 1369, 515, 1391]
registration-marks bbox=[90, 1408, 850, 1416]
answer-down-item: 16.ಮಾರು bbox=[686, 1352, 707, 1359]
crossword-number: 17 bbox=[617, 1347, 624, 1354]
clue-down-item: 15.ಕವಿ ಬರೆದ ಕಾವ್ಯ (3) bbox=[772, 1339, 818, 1346]
crossword-number: 10 bbox=[496, 1304, 503, 1310]
crossword-number: 3 bbox=[536, 1217, 540, 1223]
crossword-cell[interactable] bbox=[495, 1239, 515, 1261]
crossword-block bbox=[576, 1261, 596, 1283]
clue-down-item: 3.ಒಂದೇ ತರ (3) bbox=[772, 1267, 806, 1274]
crossword-number: 11 bbox=[597, 1304, 604, 1310]
crossword-author: ● ರಾಜು ಸಂಗೋಳ ಹಿರೇಮಠ bbox=[540, 1194, 599, 1201]
batting-row-value: 8 bbox=[914, 415, 918, 421]
page-number: ೧೫ bbox=[756, 36, 774, 55]
hockey-headline-2: ಭಾರತ ಪಂದ್ಯ ಟೈ bbox=[490, 654, 601, 678]
prev-puzzle-number: 5773 bbox=[701, 1186, 747, 1205]
brand-tagline: ರಾಷ್ಟ್ರೀಯತೆಯೇ ಉಸಿರು bbox=[818, 30, 849, 35]
crossword-cell[interactable] bbox=[556, 1369, 576, 1391]
crossword-block bbox=[637, 1239, 657, 1261]
sponsor-idfc: IDFC FIRST Bank bbox=[536, 354, 578, 360]
clue-across-item: 17.ಹಕ್ಕಿ ಕಲಿಸುವ ಶಬ್ದ (4) bbox=[772, 1228, 822, 1235]
batting-row-label: ಸುದರ್ಶನ್ ಸಿ ಹೋಪ್ ಬಿ ಚೇಸ್ bbox=[808, 429, 867, 436]
crossword-cell[interactable] bbox=[616, 1326, 636, 1348]
clue-down-item: 1.ಮನೆಯೊಳಗಿರುವ ಸಾಧನ (4) bbox=[772, 1253, 830, 1260]
answer-across-item: 1.ಪರಿಯ 4.ಪರೀಕ್ಷೆ bbox=[686, 1234, 722, 1240]
crossword-cell[interactable] bbox=[616, 1261, 636, 1283]
sponsor-sbi: SBI Life bbox=[714, 356, 737, 363]
answer-across-item: 18.ಪದಬಂಧ bbox=[686, 1277, 712, 1284]
gill-box bbox=[396, 392, 594, 513]
sponsor-test: Test bbox=[496, 346, 520, 357]
date-block bbox=[48, 16, 158, 49]
summary-title: ಪಂದ್ಯದ ಸಾರಾಂಶ bbox=[600, 392, 662, 405]
